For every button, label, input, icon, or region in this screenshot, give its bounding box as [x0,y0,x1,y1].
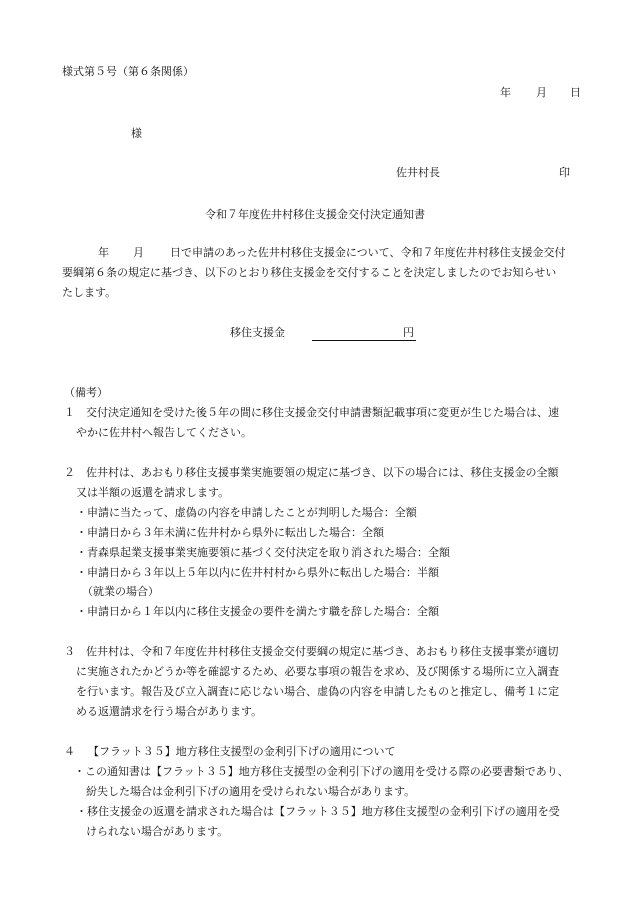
note-4-heading: 【フラット３５】地方移住支援型の金利引下げの適用について [88,745,396,758]
note-4-number: ４ [64,745,75,758]
amount-unit: 円 [403,326,414,339]
employment-bullet: ・申請日から１年以内に移住支援金の要件を満たす職を辞した場合：全額 [76,605,439,618]
note-2-bullet: ・申請日から３年未満に佐井村から県外に転出した場合：全額 [76,526,384,539]
remarks-heading: （備考） [64,386,108,399]
date-month-label: 月 [536,86,547,99]
note-3-number: ３ [64,645,75,658]
date-year-label: 年 [500,86,511,99]
note-4-bullet-2-line-2: けられない場合があります。 [86,825,229,838]
note-2-bullet: ・申請に当たって、虚偽の内容を申請したことが判明した場合：全額 [76,506,417,519]
document-title: 令和７年度佐井村移住支援金交付決定通知書 [205,208,425,221]
note-3-line-3: を行います。報告及び立入調査に応じない場合、虚偽の内容を申請したものと推定し、備考１に定 [76,685,560,698]
note-2-bullet: ・申請日から３年以上５年以内に佐井村村から県外に転出した場合：半額 [76,566,439,579]
note-3-line-2: に実施されたかどうか等を確認するため、必要な事項の報告を求め、及び関係する場所に立入調査 [76,665,560,678]
addressee-suffix: 様 [131,127,142,140]
employment-heading: （就業の場合） [82,585,159,598]
note-3-line-1: 佐井村は、令和７年度佐井村移住支援金交付要綱の規定に基づき、あおもり移住支援事業が適切 [86,645,559,658]
form-number: 様式第５号（第６条関係） [62,65,194,78]
note-1-line-1: 交付決定通知を受けた後５年の間に移住支援金交付申請書類記載事項に変更が生じた場合は、速 [86,406,559,419]
note-2-bullet: ・青森県起業支援事業実施要領に基づく交付決定を取り消された場合：全額 [76,546,450,559]
date-day-label: 日 [570,86,581,99]
body-line-1: 日で申請のあった佐井村移住支援金について、令和７年度佐井村移住支援金交付 [170,246,566,259]
note-4-bullet-1-line-2: 紛失した場合は金利引下げの適用を受けられない場合があります。 [86,785,416,798]
note-2-line-2: 又は半額の返還を請求します。 [76,486,230,499]
body-line-2: 要綱第６条の規定に基づき、以下のとおり移住支援金を交付することを決定しましたのでお知らせい [62,266,557,279]
note-1-line-2: やかに佐井村へ報告してください。 [76,426,252,439]
body-year-label: 年 [98,246,109,259]
seal-mark: 印 [559,166,570,179]
issuer-name: 佐井村長 [396,166,440,179]
amount-underline [312,340,416,341]
note-4-bullet-1-line-1: ・この通知書は【フラット３５】地方移住支援型の金利引下げの適用を受ける際の必要書類であり、 [74,765,569,778]
amount-label: 移住支援金 [230,326,285,339]
note-1-number: １ [64,406,75,419]
note-4-bullet-2-line-1: ・移住支援金の返還を請求された場合は【フラット３５】地方移住支援型の金利引下げの適用を受 [76,805,560,818]
note-3-line-4: める返還請求を行う場合があります。 [76,705,263,718]
note-2-number: ２ [64,466,75,479]
body-month-label: 月 [133,246,144,259]
body-line-3: たします。 [62,286,117,299]
note-2-line-1: 佐井村は、あおもり移住支援事業実施要領の規定に基づき、以下の場合には、移住支援金の全額 [86,466,559,479]
